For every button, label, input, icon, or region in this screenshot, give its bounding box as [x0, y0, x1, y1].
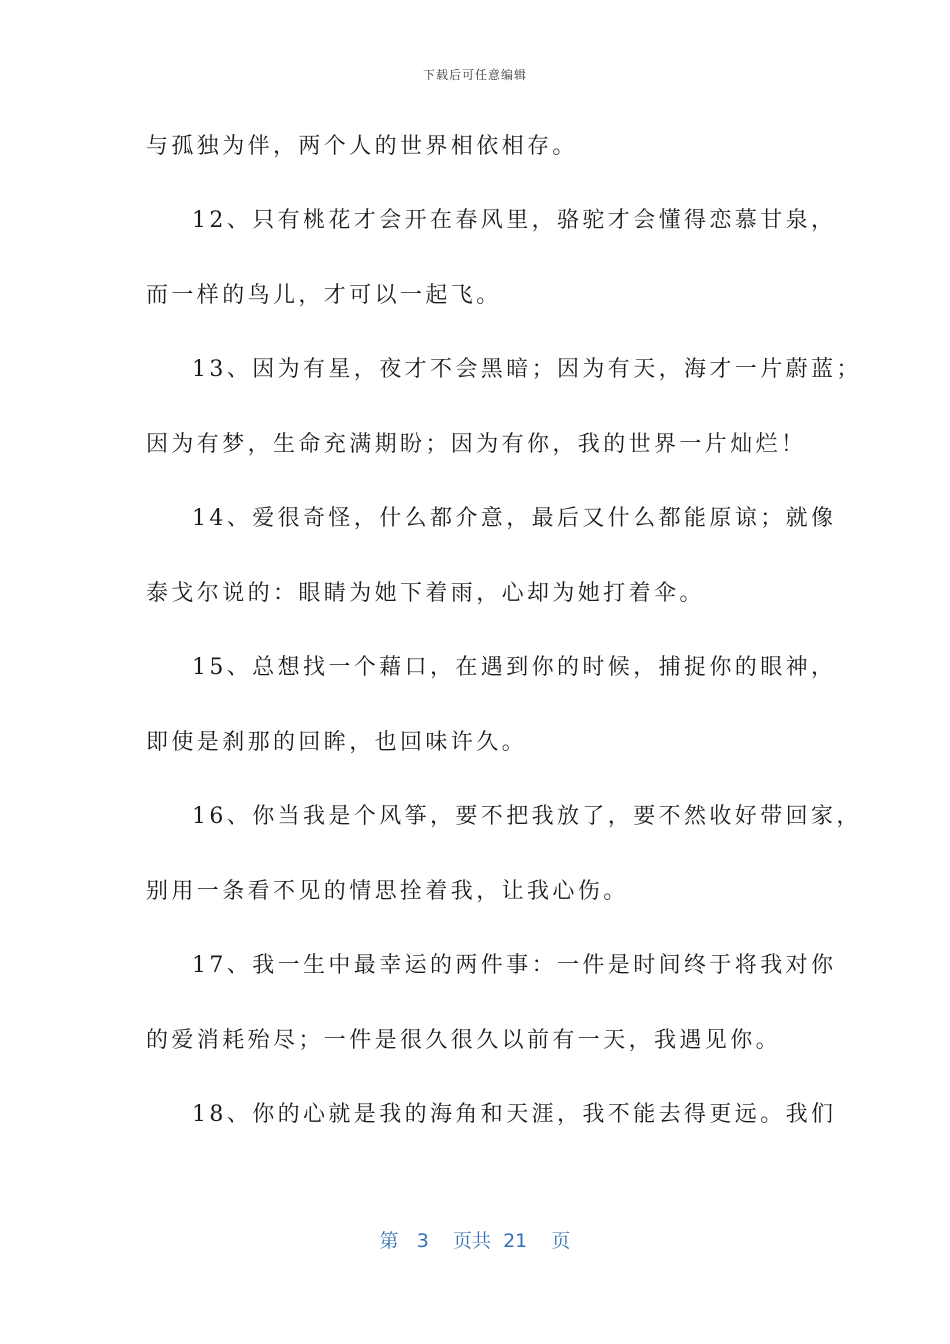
footer-middle: 页共: [452, 1230, 491, 1252]
current-page-number: 3: [416, 1230, 429, 1252]
text-line: 的爱消耗殆尽；一件是很久很久以前有一天，我遇见你。: [146, 1028, 782, 1053]
text-line: 泰戈尔说的：眼睛为她下着雨，心却为她打着伞。: [146, 581, 705, 606]
text-line: 14、爱很奇怪，什么都介意，最后又什么都能原谅；就像: [192, 506, 837, 531]
text-line: 因为有梦，生命充满期盼；因为有你，我的世界一片灿烂！: [146, 432, 807, 457]
text-line: 15、总想找一个藉口，在遇到你的时候，捕捉你的眼神，: [192, 655, 837, 680]
text-line: 与孤独为伴，两个人的世界相依相存。: [146, 134, 578, 159]
text-line: 18、你的心就是我的海角和天涯，我不能去得更远。我们: [192, 1102, 837, 1127]
text-line: 而一样的鸟儿，才可以一起飞。: [146, 283, 502, 308]
text-line: 即使是刹那的回眸，也回味许久。: [146, 730, 528, 755]
page-number-footer: [0, 1226, 950, 1253]
page-header: 下载后可任意编辑: [422, 68, 527, 82]
footer-prefix: 第: [379, 1230, 399, 1252]
text-line: 别用一条看不见的情思拴着我，让我心伤。: [146, 879, 629, 904]
text-line: 12、只有桃花才会开在春风里，骆驼才会懂得恋慕甘泉，: [192, 208, 837, 233]
footer-suffix: 页: [551, 1230, 571, 1252]
text-line: 13、因为有星，夜才不会黑暗；因为有天，海才一片蔚蓝；: [192, 357, 862, 382]
text-line: 16、你当我是个风筝，要不把我放了，要不然收好带回家，: [192, 804, 862, 829]
total-pages-number: 21: [503, 1230, 528, 1252]
text-line: 17、我一生中最幸运的两件事：一件是时间终于将我对你: [192, 953, 837, 978]
